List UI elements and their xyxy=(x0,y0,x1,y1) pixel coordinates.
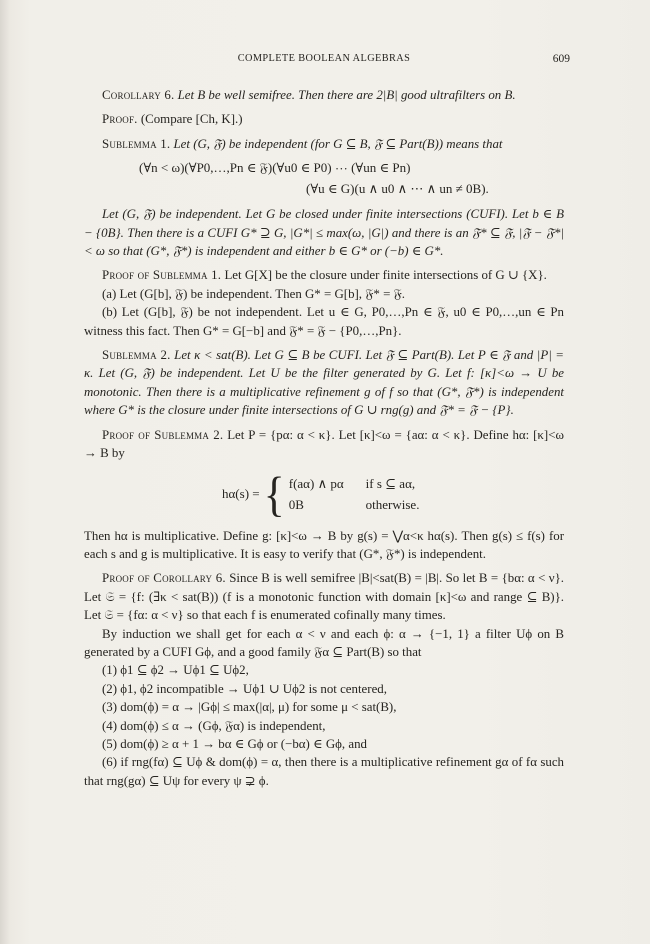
proof-of-sublemma-1 xyxy=(84,266,564,284)
proof-of-sublemma-1-case-b: (b) Let (G[b], 𝔉) be not independent. Let u ∈ G, P0,…,Pn ∈ 𝔉, u0 ∈ P0,…,un ∈ Pn witness this fact. Then G* = G[−b] and 𝔉* = 𝔉 − {P0,…,Pn}. xyxy=(84,305,564,338)
proof-label: Proof. xyxy=(102,112,138,127)
page-content xyxy=(84,50,570,790)
proof-of-corollary-label: Proof of Corollary 6. xyxy=(102,571,226,586)
proof-of-sublemma-2-label: Proof of Sublemma 2. xyxy=(102,427,224,442)
induction-paragraph: By induction we shall get for each α < ν and each ϕ: α → {−1, 1} a filter Uϕ on B generated by a CUFI Gϕ, and a good family 𝔉α ⊆ Part(B) so that xyxy=(84,626,564,659)
proof-of-sublemma-1-case-a: (a) Let (G[b], 𝔉) be independent. Then G* = G[b], 𝔉* = 𝔉. xyxy=(102,286,405,301)
sublemma-2-label: Sublemma 2. xyxy=(102,348,171,363)
page-number: 609 xyxy=(552,53,570,65)
condition-6: (6) if rng(fα) ⊆ Uϕ & dom(ϕ) = α, then there is a multiplicative refinement gα of fα such that rng(gα) ⊆ Uψ for every ψ ⊋ ϕ. xyxy=(84,755,564,788)
h-alpha-lhs: hα(s) = xyxy=(222,486,260,502)
sublemma-1 xyxy=(84,135,564,153)
formula-line-2: (∀u ∈ G)(u ∧ u0 ∧ ⋯ ∧ un ≠ 0B). xyxy=(306,181,489,197)
page-header xyxy=(84,50,570,68)
proof-text: (Compare [Ch, K].) xyxy=(140,112,243,127)
proof-of-sublemma-2 xyxy=(84,426,564,463)
cases-rows xyxy=(289,475,420,515)
proof-of-sublemma-2-text: Let P = {pα: α < κ}. Let [κ]<ω = {aα: α < κ}. Define hα: [κ]<ω → B by xyxy=(84,427,564,461)
sublemma-1-statement xyxy=(84,205,564,260)
case-2-condition: otherwise. xyxy=(365,497,420,512)
h-alpha-definition xyxy=(222,467,564,521)
sublemma-2-text: Let κ < sat(B). Let G ⊆ B be CUFI. Let 𝔉 ⊆ Part(B). Let P ∈ 𝔉 and |P| = κ. Let (G, 𝔉) be independent. Let U be the filter generated by G. Let f: [κ]<ω → U be monotonic. Then there is a multiplicative refinement g of f so that (G*, 𝔉*) is independent where G* is the closure under finite intersections of G ∪ rng(g) and 𝔉* = 𝔉 − {P}. xyxy=(84,348,564,418)
case-1-condition: if s ⊆ aα, xyxy=(365,475,416,491)
proof xyxy=(84,110,564,128)
proof-of-sublemma-2-conclusion: Then hα is multiplicative. Define g: [κ]<ω → B by g(s) = ⋁α<κ hα(s). Then g(s) ≤ f(s) for each s and g is multiplicative. It is easy to verify that (G*, 𝔉*) is independent. xyxy=(84,528,564,561)
condition-5: (5) dom(ϕ) ≥ α + 1 → bα ∈ Gϕ or (−bα) ∈ Gϕ, and xyxy=(102,736,367,751)
sublemma-1-statement-text: Let (G, 𝔉) be independent. Let G be closed under finite intersections (CUFI). Let b ∈ B − {0B}. Then there is a CUFI G* ⊇ G, |G*| ≤ max(ω, |G|) and there is an 𝔉* ⊆ 𝔉, |𝔉 − 𝔉*| < ω so that (G*, 𝔉*) is independent and either b ∈ G* or (−b) ∈ G*. xyxy=(84,207,564,259)
proof-of-sublemma-1-label: Proof of Sublemma 1. xyxy=(102,268,222,283)
condition-2: (2) ϕ1, ϕ2 incompatible → Uϕ1 ∪ Uϕ2 is not centered, xyxy=(102,681,387,696)
left-brace: { xyxy=(263,467,285,521)
corollary-6 xyxy=(84,86,564,104)
running-head: COMPLETE BOOLEAN ALGEBRAS xyxy=(237,53,411,64)
condition-3: (3) dom(ϕ) = α → |Gϕ| ≤ max(|α|, μ) for some μ < sat(B), xyxy=(102,700,397,715)
sublemma-1-text: Let (G, 𝔉) be independent (for G ⊆ B, 𝔉 ⊆ Part(B)) means that xyxy=(173,136,503,151)
proof-of-sublemma-1-text: Let G[X] be the closure under finite intersections of G ∪ {X}. xyxy=(224,268,547,283)
proof-of-corollary-text: Since B is well semifree |B|<sat(B) = |B|. So let B = {bα: α < ν}. Let 𝔖 = {f: (∃κ < sat(B)) (f is a monotonic function with domain [κ]<ω and range ⊆ B)}. Let 𝔖 = {fα: α < ν} so that each f is enumerated cofinally many times. xyxy=(84,571,564,623)
independence-formula xyxy=(84,157,564,199)
condition-1: (1) ϕ1 ⊆ ϕ2 → Uϕ1 ⊆ Uϕ2, xyxy=(102,663,249,678)
sublemma-1-label: Sublemma 1. xyxy=(102,136,171,151)
sublemma-2 xyxy=(84,346,564,420)
corollary-text: Let B be well semifree. Then there are 2|B| good ultrafilters on B. xyxy=(177,88,516,102)
induction-conditions xyxy=(84,661,564,790)
formula-line-1: (∀n < ω)(∀P0,…,Pn ∈ 𝔉)(∀u0 ∈ P0) ⋯ (∀un ∈ Pn) xyxy=(139,160,411,176)
case-2-value: 0B xyxy=(288,497,304,512)
proof-of-corollary-6 xyxy=(84,569,564,624)
corollary-label: Corollary 6. xyxy=(102,88,175,102)
case-1-value: f(aα) ∧ pα xyxy=(288,475,344,491)
condition-4: (4) dom(ϕ) ≤ α → (Gϕ, 𝔉α) is independent, xyxy=(102,718,326,733)
